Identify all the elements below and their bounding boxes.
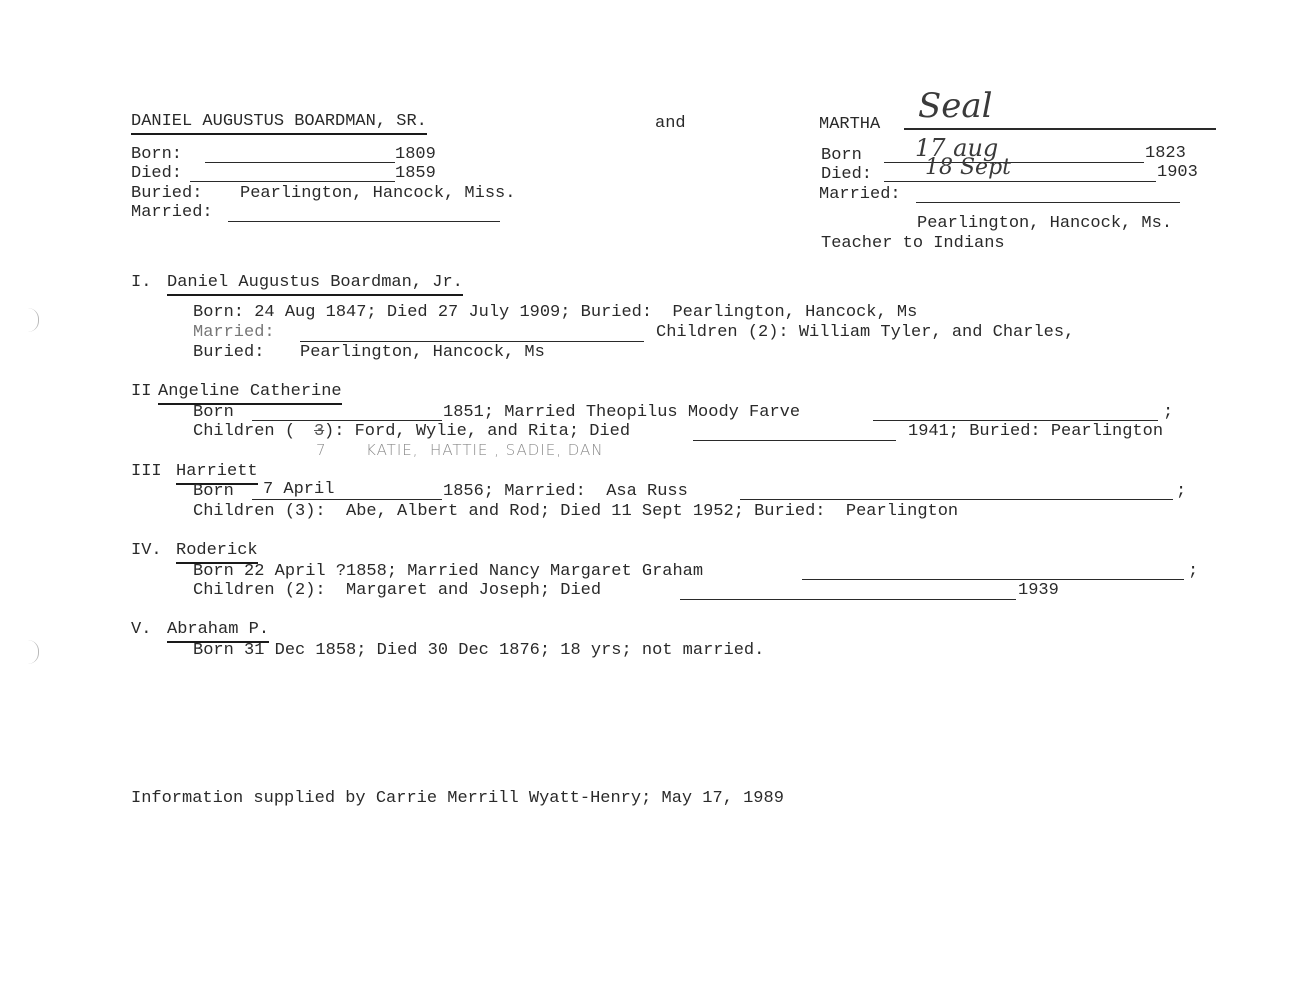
- child-2-handwritten-names: KATIE, HATTIE , SADIE, DAN: [366, 441, 604, 459]
- child-2-semicolon: ;: [1163, 403, 1174, 422]
- mother-born-handwritten: 17 aug: [915, 134, 999, 162]
- child-1-name: Daniel Augustus Boardman, Jr.: [167, 273, 463, 296]
- child-2-died-blank: [693, 440, 896, 441]
- footer-source: Information supplied by Carrie Merrill Wyatt-Henry; May 17, 1989: [131, 789, 784, 808]
- mother-born-year: 1823: [1145, 144, 1186, 163]
- mother-married-label: Married:: [819, 185, 901, 204]
- child-2-handwritten-count: 7: [316, 441, 327, 459]
- child-3-line2: Children (3): Abe, Albert and Rod; Died 11 Sept 1952; Buried: Pearlington: [193, 502, 959, 521]
- child-4-numeral: IV.: [131, 541, 162, 560]
- child-4-semicolon: ;: [1188, 562, 1199, 581]
- child-3-married-blank: [740, 499, 1173, 500]
- child-1-line1: Born: 24 Aug 1847; Died 27 July 1909; Buried: Pearlington, Hancock, Ms: [193, 303, 918, 322]
- child-2-born-label: Born: [193, 403, 234, 422]
- child-2-born-blank: [252, 420, 442, 421]
- child-4-line2: Children (2): Margaret and Joseph; Died: [193, 581, 602, 600]
- father-died-year: 1859: [395, 164, 436, 183]
- father-born-year: 1809: [395, 145, 436, 164]
- father-born-label: Born:: [131, 145, 183, 164]
- child-4-line1: Born 22 April ?1858; Married Nancy Margaret Graham: [193, 562, 704, 581]
- margin-mark-bottom: [28, 640, 39, 664]
- child-2-children-label: Children (: [193, 422, 296, 441]
- child-1-buried-label: Buried:: [193, 343, 265, 362]
- child-5-line1: Born 31 Dec 1858; Died 30 Dec 1876; 18 yrs; not married.: [193, 641, 765, 660]
- mother-name-line: [904, 128, 1216, 130]
- margin-mark-top: [28, 308, 39, 332]
- child-3-born-hand: 7 April: [263, 480, 335, 499]
- child-4-died-blank: [680, 599, 1016, 600]
- child-4-name: Roderick: [176, 541, 258, 564]
- mother-note: Teacher to Indians: [821, 234, 1005, 253]
- child-3-born-rest: 1856; Married: Asa Russ: [443, 482, 688, 501]
- father-married-label: Married:: [131, 203, 213, 222]
- mother-name-handwritten: Seal: [918, 86, 993, 126]
- father-buried-label: Buried:: [131, 184, 203, 203]
- father-buried-place: Pearlington, Hancock, Miss.: [240, 184, 516, 203]
- child-2-children-count: 3: [314, 422, 325, 441]
- mother-died-year: 1903: [1157, 163, 1198, 182]
- father-married-blank: [228, 221, 500, 222]
- child-1-children: Children (2): William Tyler, and Charles,: [656, 323, 1075, 342]
- and-word: and: [655, 114, 686, 133]
- mother-born-label: Born: [821, 146, 862, 165]
- child-1-married-label: Married:: [193, 323, 275, 342]
- child-2-born-rest: 1851; Married Theopilus Moody Farve: [443, 403, 801, 422]
- mother-died-label: Died:: [821, 165, 873, 184]
- child-2-married-blank: [873, 420, 1158, 421]
- child-1-buried-place: Pearlington, Hancock, Ms: [300, 343, 545, 362]
- father-name: DANIEL AUGUSTUS BOARDMAN, SR.: [131, 112, 427, 135]
- child-3-name: Harriett: [176, 462, 258, 485]
- child-3-born-label: Born: [193, 482, 234, 501]
- child-4-died-year: 1939: [1018, 581, 1059, 600]
- mother-married-blank: [916, 202, 1180, 203]
- father-born-blank: [205, 162, 395, 163]
- mother-place: Pearlington, Hancock, Ms.: [917, 214, 1173, 233]
- mother-born-blank: [884, 162, 1144, 163]
- child-5-name: Abraham P.: [167, 620, 269, 643]
- child-3-semicolon: ;: [1176, 482, 1187, 501]
- child-2-children-rest: ): Ford, Wylie, and Rita; Died: [324, 422, 631, 441]
- child-3-numeral: III: [131, 462, 162, 481]
- father-died-label: Died:: [131, 164, 183, 183]
- child-4-married-blank: [802, 579, 1184, 580]
- child-2-numeral: II: [131, 382, 152, 401]
- child-2-died-rest: 1941; Buried: Pearlington: [908, 422, 1164, 441]
- father-died-blank: [190, 181, 395, 182]
- child-5-numeral: V.: [131, 620, 152, 639]
- mother-died-handwritten: 18 Sept: [925, 155, 1012, 180]
- mother-died-blank: [884, 181, 1156, 182]
- child-1-married-blank: [300, 341, 644, 342]
- mother-name-typed: MARTHA: [819, 115, 881, 134]
- child-2-name: Angeline Catherine: [158, 382, 342, 405]
- child-1-numeral: I.: [131, 273, 152, 292]
